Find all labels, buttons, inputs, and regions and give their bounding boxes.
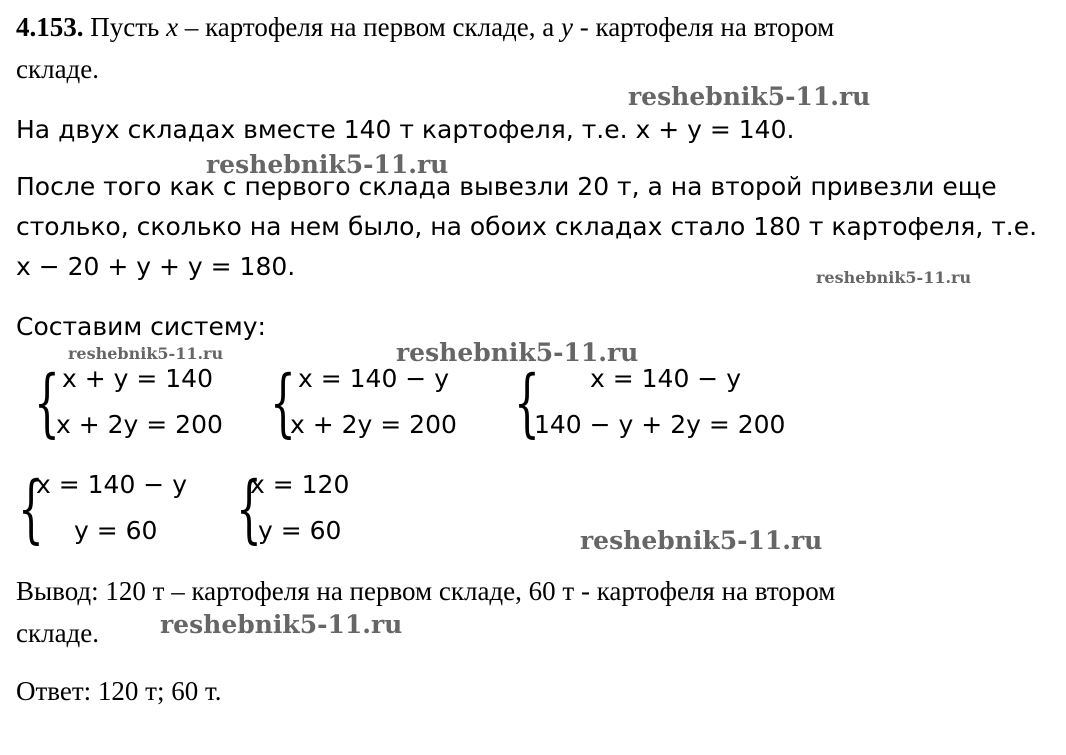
system-4-top: x = 140 − y <box>36 470 187 499</box>
watermark: reshebnik5-11.ru <box>160 610 403 639</box>
system-3 <box>514 360 844 446</box>
conclusion-line1: Вывод: 120 т – картофеля на первом складе, 60 т - картофеля на втором <box>16 576 836 606</box>
problem-number: 4.153. <box>16 12 84 42</box>
paragraph-change-line2: столько, сколько на нем было, на обоих складах стало 180 т картофеля, т.е. <box>16 212 1038 241</box>
system-2 <box>270 360 500 446</box>
problem-intro-c: - картофеля на втором <box>573 12 835 42</box>
brace-icon: { <box>514 360 540 446</box>
watermark: reshebnik5-11.ru <box>816 268 972 287</box>
watermark: reshebnik5-11.ru <box>206 150 449 179</box>
system-2-bottom: x + 2y = 200 <box>290 410 457 439</box>
system-label: Составим систему: <box>16 312 266 341</box>
paragraph-change-line1: После того как с первого склада вывезли 20 т, а на второй привезли еще <box>16 172 997 201</box>
conclusion-line2: складе. <box>16 618 100 648</box>
paragraph-total-text: На двух складах вместе 140 т картофеля, т.е. <box>16 115 636 144</box>
system-3-top: x = 140 − y <box>590 364 741 393</box>
watermark: reshebnik5-11.ru <box>580 526 823 555</box>
problem-statement <box>16 14 834 41</box>
equation-sum: x + y = 140. <box>635 115 795 144</box>
brace-icon: { <box>236 466 262 552</box>
problem-intro-d: складе. <box>16 54 100 84</box>
brace-icon: { <box>34 360 60 446</box>
watermark: reshebnik5-11.ru <box>628 82 871 111</box>
answer: Ответ: 120 т; 60 т. <box>16 676 222 706</box>
problem-intro-b: – картофеля на первом складе, а <box>178 12 562 42</box>
system-5-top: x = 120 <box>250 470 350 499</box>
brace-icon: { <box>18 466 44 552</box>
variable-x: x <box>166 12 179 42</box>
watermark: reshebnik5-11.ru <box>68 344 224 363</box>
watermark: reshebnik5-11.ru <box>396 338 639 367</box>
variable-y: y <box>561 12 573 42</box>
brace-icon: { <box>270 360 296 446</box>
system-5 <box>236 466 396 552</box>
equation-change: x − 20 + y + y = 180. <box>16 252 296 281</box>
paragraph-total <box>16 116 794 143</box>
system-1-bottom: x + 2y = 200 <box>56 410 223 439</box>
system-4 <box>18 466 238 552</box>
system-3-bottom: 140 − y + 2y = 200 <box>534 410 786 439</box>
system-1-top: x + y = 140 <box>62 364 213 393</box>
system-2-top: x = 140 − y <box>298 364 449 393</box>
system-5-bottom: y = 60 <box>258 516 342 545</box>
system-4-bottom: y = 60 <box>74 516 158 545</box>
system-1 <box>34 360 264 446</box>
problem-intro-a: Пусть <box>83 12 167 42</box>
